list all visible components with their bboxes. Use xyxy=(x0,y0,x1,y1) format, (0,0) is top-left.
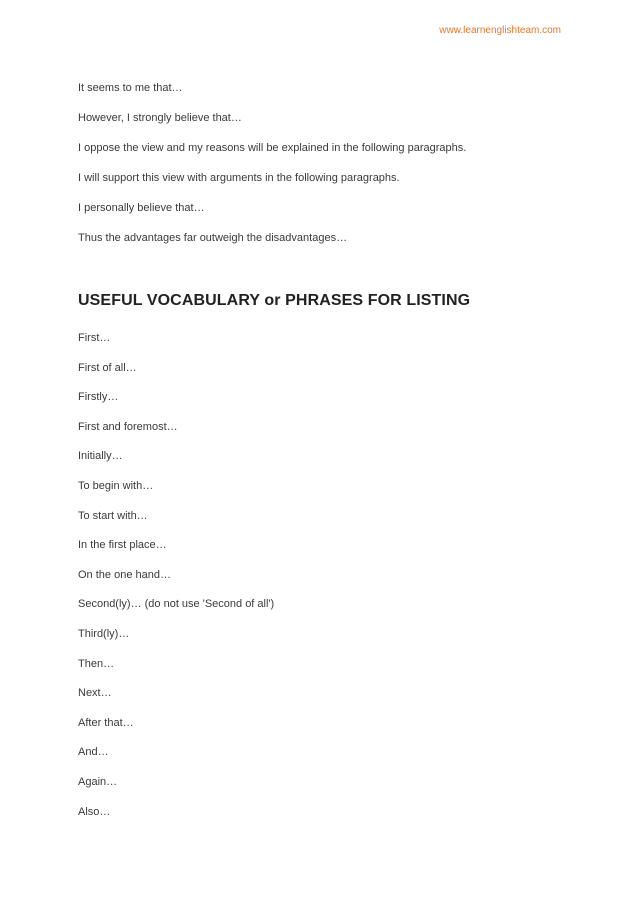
phrase-line: It seems to me that… xyxy=(78,82,183,94)
section-heading: USEFUL VOCABULARY or PHRASES FOR LISTING xyxy=(78,292,471,309)
list-item: Then… xyxy=(78,657,115,670)
list-item: Second(ly)… (do not use 'Second of all') xyxy=(78,598,275,611)
phrase-line: However, I strongly believe that… xyxy=(78,112,242,124)
list-item: To begin with… xyxy=(78,479,154,492)
list-item: And… xyxy=(78,746,109,759)
list-item: First and foremost… xyxy=(78,420,178,433)
phrase-line: I oppose the view and my reasons will be explained in the following paragraphs. xyxy=(78,142,467,154)
list-item: In the first place… xyxy=(78,539,167,552)
list-item: To start with… xyxy=(78,509,148,522)
site-url[interactable]: www.learnenglishteam.com xyxy=(439,25,561,36)
intro-phrases xyxy=(78,82,578,262)
phrase-line: I will support this view with arguments in the following paragraphs. xyxy=(78,172,400,184)
list-item: On the one hand… xyxy=(78,568,171,581)
list-item: Next… xyxy=(78,687,112,700)
phrase-line: I personally believe that… xyxy=(78,202,205,214)
list-item: Firstly… xyxy=(78,391,119,404)
listing-phrases xyxy=(78,332,578,835)
list-item: First… xyxy=(78,332,111,344)
list-item: Again… xyxy=(78,775,118,788)
list-item: After that… xyxy=(78,716,134,729)
list-item: Also… xyxy=(78,805,111,818)
list-item: First of all… xyxy=(78,361,137,374)
phrase-line: Thus the advantages far outweigh the disadvantages… xyxy=(78,232,348,244)
list-item: Third(ly)… xyxy=(78,627,130,640)
list-item: Initially… xyxy=(78,450,123,463)
